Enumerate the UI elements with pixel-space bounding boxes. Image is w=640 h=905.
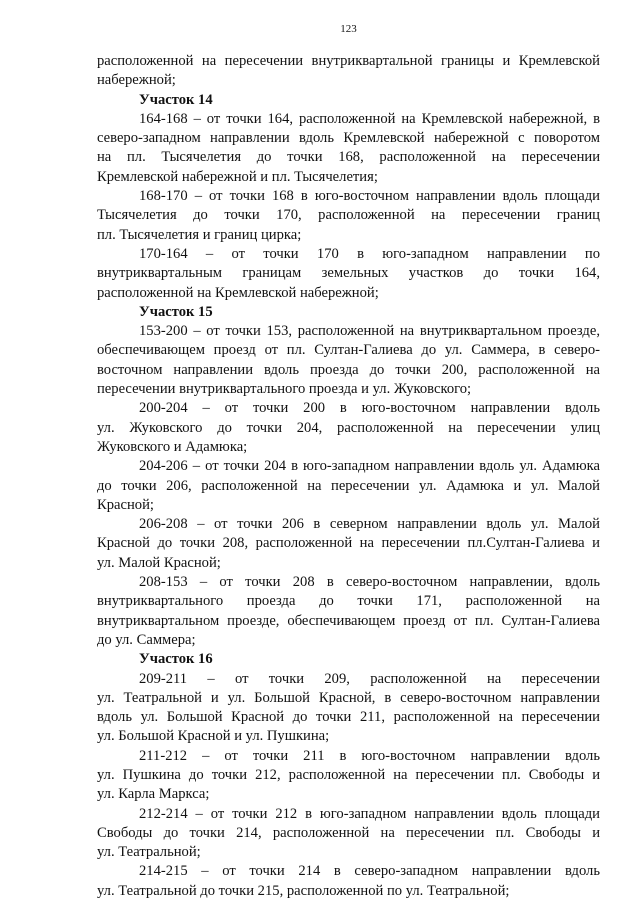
text-line: северо-западном направлении вдоль Кремлевской набережной с поворотом <box>97 130 600 147</box>
text-line: ул. Театральной до точки 215, расположенной по ул. Театральной; <box>97 882 510 899</box>
text-line: ул. Пушкина до точки 212, расположенной на пересечении пл. Свободы и <box>97 766 600 783</box>
text-line: внутриквартальным границам земельных участков до точки 164, <box>97 265 600 282</box>
text-line: 211-212 – от точки 211 в юго-восточном направлении вдоль <box>139 747 600 764</box>
text-line: Красной до точки 208, расположенной на пересечении пл.Султан-Галиева и <box>97 535 600 552</box>
text-line: 168-170 – от точки 168 в юго-восточном направлении вдоль площади <box>139 188 600 205</box>
text-line: вдоль ул. Большой Красной до точки 211, расположенной на пересечении <box>97 709 600 726</box>
text-line: ул. Жуковского до точки 204, расположенной на пересечении улиц <box>97 419 600 436</box>
text-line: до точки 206, расположенной на пересечении ул. Адамюка и ул. Малой <box>97 477 600 494</box>
text-line: Кремлевской набережной и пл. Тысячелетия; <box>97 168 378 185</box>
text-line: 214-215 – от точки 214 в северо-западном направлении вдоль <box>139 863 600 880</box>
text-line: набережной; <box>97 72 176 89</box>
text-line: Жуковского и Адамюка; <box>97 438 248 455</box>
section-heading: Участок 16 <box>139 651 213 668</box>
text-line: внутриквартального проезда до точки 171, расположенной на <box>97 593 600 610</box>
text-line: ул. Малой Красной; <box>97 554 221 571</box>
text-line: ул. Большой Красной и ул. Пушкина; <box>97 728 330 745</box>
text-line: ул. Театральной; <box>97 844 201 861</box>
text-line: восточном направлении вдоль проезда до точки 200, расположенной на <box>97 361 600 378</box>
text-line: внутриквартальном проезде, обеспечивающем проезд от пл. Султан-Галиева <box>97 612 600 629</box>
text-line: пл. Тысячелетия и границ цирка; <box>97 226 302 243</box>
text-line: Тысячелетия до точки 170, расположенной на пересечении границ <box>97 207 600 224</box>
text-line: до ул. Саммера; <box>97 631 196 648</box>
text-line: расположенной на пересечении внутриквартальной границы и Кремлевской <box>97 53 600 69</box>
text-line: 208-153 – от точки 208 в северо-восточном направлении, вдоль <box>139 574 600 591</box>
text-line: Свободы до точки 214, расположенной на пересечении пл. Свободы и <box>97 824 600 841</box>
text-line: 209-211 – от точки 209, расположенной на пересечении <box>139 670 600 687</box>
text-line: 206-208 – от точки 206 в северном направлении вдоль ул. Малой <box>139 516 600 533</box>
text-line: 204-206 – от точки 204 в юго-западном направлении вдоль ул. Адамюка <box>139 458 600 475</box>
text-line: Красной; <box>97 496 154 513</box>
text-line: ул. Театральной и ул. Большой Красной, в северо-восточном направлении <box>97 689 600 706</box>
text-line: на пл. Тысячелетия до точки 168, расположенной на пересечении <box>97 149 600 166</box>
text-line: 153-200 – от точки 153, расположенной на внутриквартальном проезде, <box>139 323 600 340</box>
text-line: 200-204 – от точки 200 в юго-восточном направлении вдоль <box>139 400 600 417</box>
section-heading: Участок 15 <box>139 303 213 320</box>
section-heading: Участок 14 <box>139 91 213 108</box>
text-line: 212-214 – от точки 212 в юго-западном направлении вдоль площади <box>139 805 600 822</box>
document-page <box>97 22 600 901</box>
text-line: ул. Карла Маркса; <box>97 786 210 803</box>
document-text-body <box>97 52 600 901</box>
text-line: обеспечивающем проезд от пл. Султан-Галиева до ул. Саммера, в северо- <box>97 342 600 359</box>
text-line: 170-164 – от точки 170 в юго-западном направлении по <box>139 245 600 262</box>
text-line: пересечении внутриквартального проезда и ул. Жуковского; <box>97 381 472 398</box>
text-line: 164-168 – от точки 164, расположенной на Кремлевской набережной, в <box>139 110 600 127</box>
page-number: 123 <box>340 23 357 35</box>
text-line: расположенной на Кремлевской набережной; <box>97 284 379 301</box>
